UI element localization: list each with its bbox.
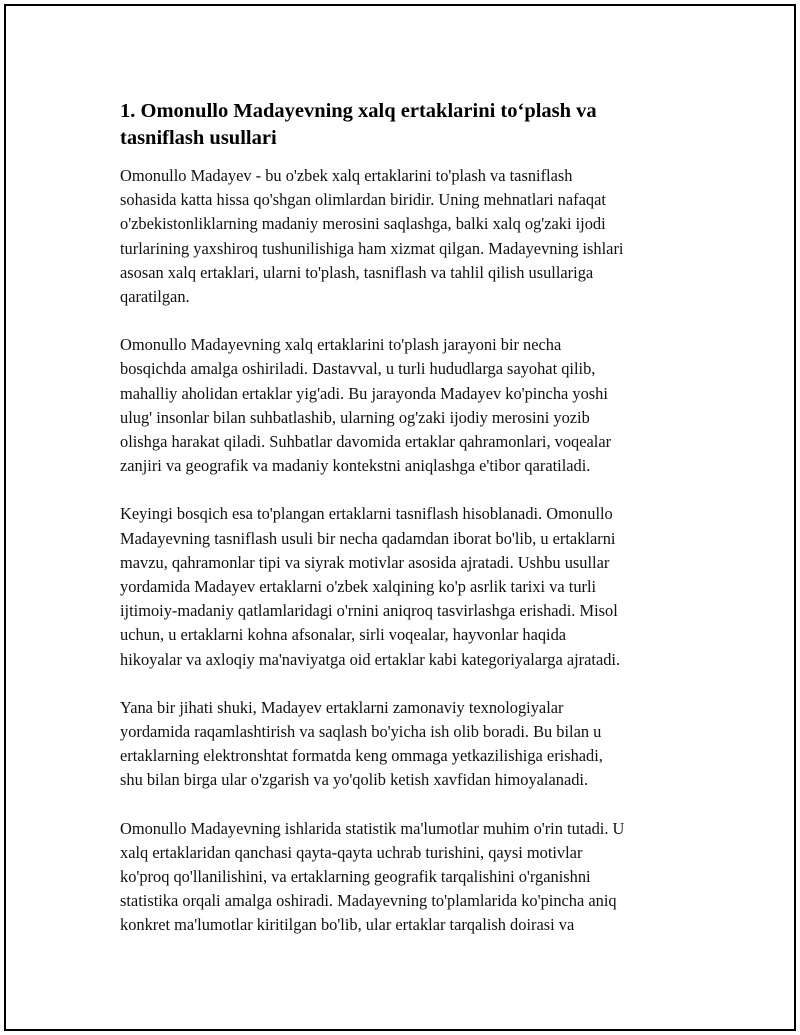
text-line: mahalliy aholidan ertaklar yig'adi. Bu jarayonda Madayev ko'pincha yoshi	[120, 383, 608, 403]
text-line: yordamida raqamlashtirish va saqlash bo'yicha ish olib boradi. Bu bilan u	[120, 722, 602, 742]
text-line: qaratilgan.	[120, 287, 190, 307]
text-line: bosqichda amalga oshiriladi. Dastavval, u turli hududlarga sayohat qilib,	[120, 359, 596, 379]
paragraph-statistics	[120, 817, 695, 938]
text-line: Madayevning tasniflash usuli bir necha qadamdan iborat bo'lib, u ertaklarni	[120, 528, 616, 548]
text-line: ulug' insonlar bilan suhbatlashib, ularning og'zaki ijodiy merosini yozib	[120, 407, 590, 427]
text-line: ertaklarning elektronshtat formatda keng ommaga yetkazilishiga erishadi,	[120, 746, 603, 766]
text-line: o'zbekistonliklarning madaniy merosini saqlashga, balki xalq og'zaki ijodi	[120, 214, 606, 234]
paragraph-intro	[120, 164, 695, 309]
section-title	[120, 98, 695, 152]
text-line: xalq ertaklaridan qanchasi qayta-qayta uchrab turishini, qaysi motivlar	[120, 842, 583, 862]
text-line: zanjiri va geografik va madaniy kontekstni aniqlashga e'tibor qaratiladi.	[120, 456, 591, 476]
text-line: Omonullo Madayevning xalq ertaklarini to'plash jarayoni bir necha	[120, 335, 562, 355]
text-line: hikoyalar va axloqiy ma'naviyatga oid ertaklar kabi kategoriyalarga ajratadi.	[120, 649, 621, 669]
text-line: turlarining yaxshiroq tushunilishiga ham xizmat qilgan. Madayevning ishlari	[120, 238, 624, 258]
text-line: statistika orqali amalga oshiradi. Madayevning to'plamlarida ko'pincha aniq	[120, 891, 617, 911]
text-line: asosan xalq ertaklari, ularni to'plash, tasniflash va tahlil qilish usullariga	[120, 262, 594, 282]
document-page	[4, 4, 796, 1031]
text-line: uchun, u ertaklarni kohna afsonalar, sirli voqealar, hayvonlar haqida	[120, 625, 567, 645]
text-line: olishga harakat qiladi. Suhbatlar davomida ertaklar qahramonlari, voqealar	[120, 432, 612, 452]
title-line: tasniflash usullari	[120, 127, 277, 149]
text-line: shu bilan birga ular o'zgarish va yo'qolib ketish xavfidan himoyalanadi.	[120, 770, 589, 790]
text-line: Yana bir jihati shuki, Madayev ertaklarni zamonaviy texnologiyalar	[120, 697, 564, 717]
text-line: Keyingi bosqich esa to'plangan ertaklarni tasniflash hisoblanadi. Omonullo	[120, 504, 613, 524]
paragraph-classification	[120, 502, 695, 671]
text-line: Omonullo Madayevning ishlarida statistik ma'lumotlar muhim o'rin tutadi. U	[120, 818, 625, 838]
paragraph-digitization	[120, 696, 695, 793]
paragraph-collection-process	[120, 333, 695, 478]
text-line: mavzu, qahramonlar tipi va siyrak motivlar asosida ajratadi. Ushbu usullar	[120, 552, 610, 572]
text-line: konkret ma'lumotlar kiritilgan bo'lib, ular ertaklar tarqalish doirasi va	[120, 915, 575, 935]
text-line: sohasida katta hissa qo'shgan olimlardan biridir. Uning mehnatlari nafaqat	[120, 190, 606, 210]
text-line: ijtimoiy-madaniy qatlamlaridagi o'rnini aniqroq tasvirlashga erishadi. Misol	[120, 601, 618, 621]
title-line: 1. Omonullo Madayevning xalq ertaklarini to‘plash va	[120, 100, 597, 122]
text-line: ko'proq qo'llanilishini, va ertaklarning geografik tarqalishini o'rganishni	[120, 867, 591, 887]
text-line: yordamida Madayev ertaklarni o'zbek xalqining ko'p asrlik tarixi va turli	[120, 577, 597, 597]
document-content	[120, 98, 695, 962]
text-line: Omonullo Madayev - bu o'zbek xalq ertaklarini to'plash va tasniflash	[120, 166, 573, 185]
